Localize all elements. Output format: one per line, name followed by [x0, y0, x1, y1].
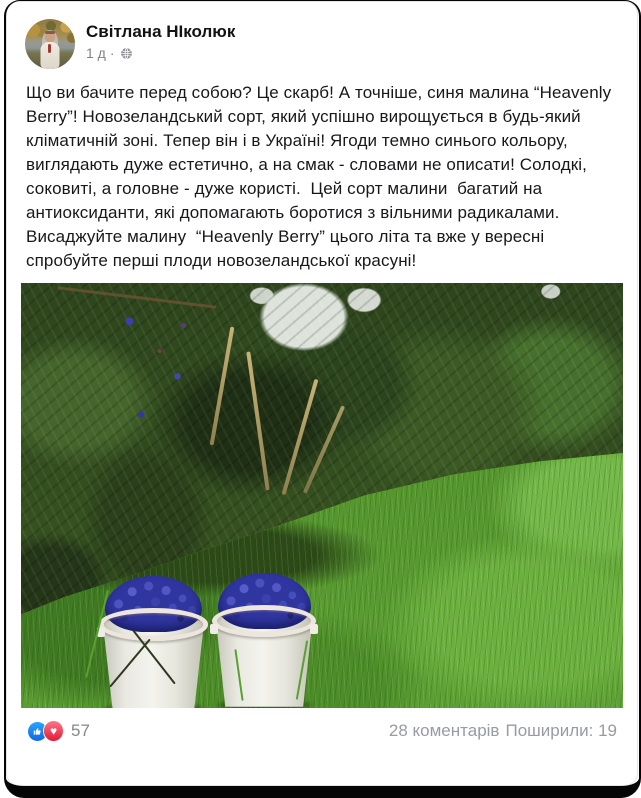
bucket-right-handle-tab	[310, 624, 318, 634]
shares-count[interactable]: Поширили: 19	[505, 721, 617, 740]
bucket-right-rim	[212, 605, 316, 637]
avatar-headband	[45, 31, 55, 34]
bucket-right-handle-tab	[210, 624, 218, 634]
love-icon[interactable]: ♥	[44, 721, 63, 741]
header-meta	[86, 19, 235, 61]
post-stats	[389, 721, 617, 741]
comments-count[interactable]: 28 коментарів	[388, 721, 500, 740]
author-name[interactable]: Світлана НІколюк	[86, 22, 236, 41]
bucket-left-rim	[99, 608, 207, 640]
reactions-cluster	[28, 721, 90, 741]
reactions-count[interactable]: 57	[71, 721, 90, 740]
post-photo[interactable]	[21, 283, 623, 708]
post-header	[7, 2, 637, 81]
timestamp[interactable]: 1 д	[86, 45, 106, 62]
post-footer	[7, 708, 637, 741]
post-body-text: Що ви бачите перед собою? Це скарб! А точніше, синя малина “Heavenly Berry”! Новозеландський сорт, який успішно вирощується в будь-який кліматичній зоні. Тепер він і в Україні! Ягоди темно синього кольору, виглядають дуже естетично, а на смак - словами не описати! Солодкі, соковиті, а головне - дуже користі. Цей сорт малини багатий на антиоксиданти, які допомагають боротися з вільними радикалами. Висаджуйте малину “Heavenly Berry” цього літа та вже у вересні спробуйте перші плоди новозеландської красуні!	[26, 83, 617, 270]
post-card	[6, 1, 638, 786]
globe-icon	[120, 47, 133, 60]
avatar-scarf	[48, 44, 51, 53]
post-meta[interactable]	[86, 45, 235, 61]
meta-separator: ·	[109, 45, 115, 62]
bucket-right	[212, 573, 316, 707]
bucket-left	[99, 576, 207, 708]
avatar[interactable]	[25, 19, 75, 69]
